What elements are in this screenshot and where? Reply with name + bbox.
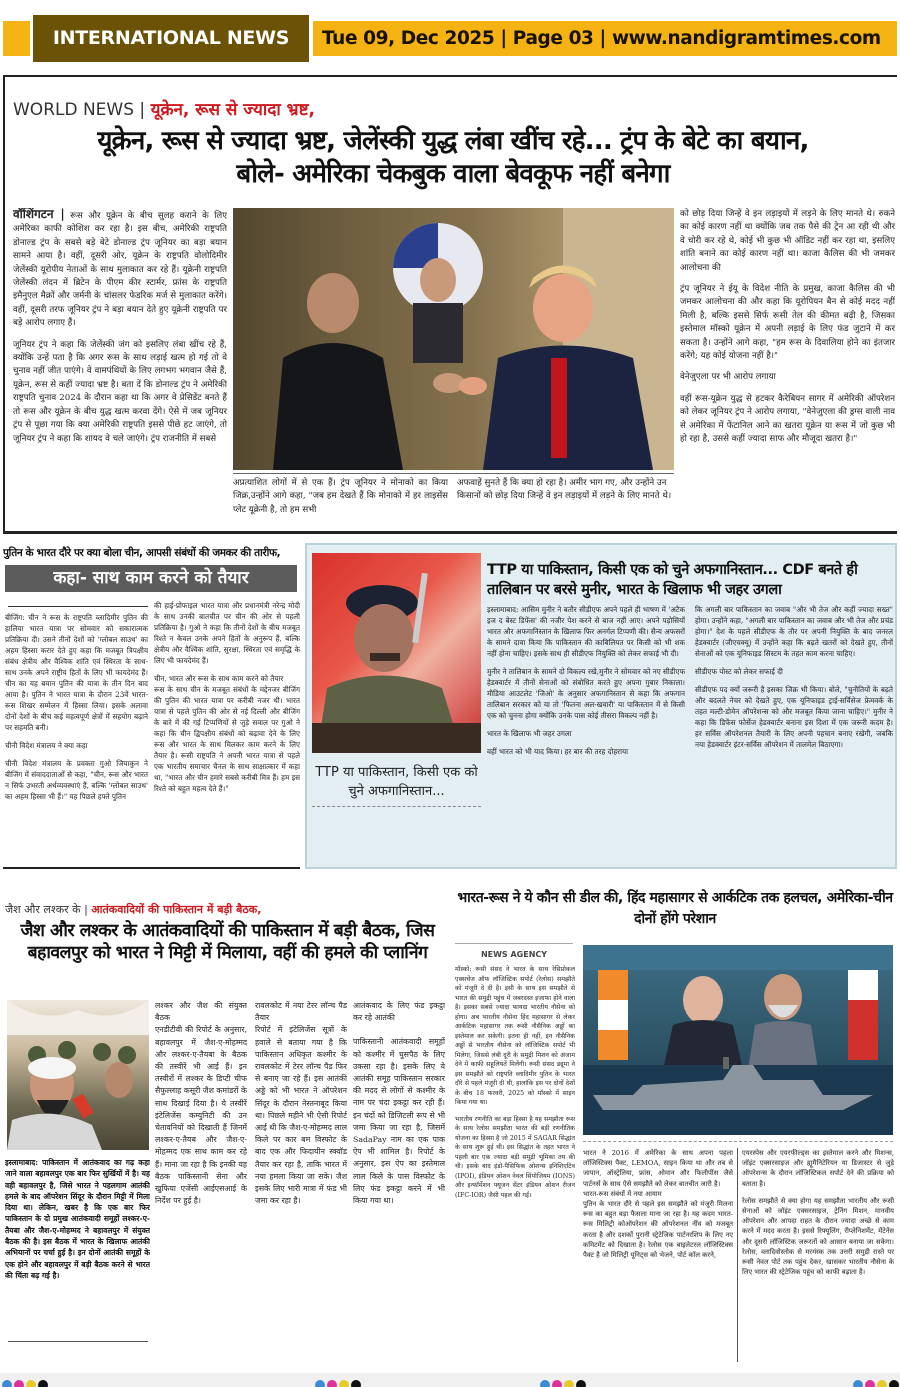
- munir-col2-subhead: सीडीएफ पोस्ट को लेकर सफाई दी: [695, 667, 783, 676]
- black-dot-icon: [576, 1380, 586, 1387]
- kicker-red: यूक्रेन, रूस से ज्यादा भ्रष्ट,: [150, 100, 316, 120]
- jaish-col2-subhead: रावलकोट में नया टेरर लॉन्च पैड तैयार: [255, 1001, 347, 1023]
- munir-col1-p1: इस्लामाबाद: आसिम मुनीर ने बतौर सीडीएफ अपने पहले ही भाषण में 'अटैक इज द बेस्ट डिफेंस' की नजीर पेश करने से बाज नहीं आए। अपने पड़ोसियों भारत और अफगानिस्तान के खिलाफ फिर अनर्गल टिप्पणी की। सैन्य अफसरों के सामने दावा किया कि पाकिस्तान की काबिलियत पर किसी को भी शक नहीं होना चाहिए। इसके साथ ही सीडीएफ नियुक्ति को लेकर सफाई भी दी।: [487, 605, 685, 658]
- jaish-headline: जैश और लश्कर के आतंकवादियों की पाकिस्तान में बड़ी बैठक, जिस बहावलपुर को भारत ने मिट्टी में मिलाया, वहीं की हमले की प्लानिंग: [20, 921, 435, 963]
- china-col2-p1: की हाई-प्रोफाइल भारत यात्रा और प्रधानमंत्री नरेन्द्र मोदी के साथ उनकी बातचीत पर चीन की ओर से पहली प्रतिक्रिया है। गुओ ने कहा कि तीनों देशों के बीच मजबूत रिश्ते न केवल उनके अपने हितों के अनुरूप हैं, बल्कि क्षेत्रीय और वैश्विक शांति, सुरक्षा, स्थिरता एवं समृद्धि के लिए भी फायदेमंद हैं।: [154, 601, 300, 665]
- jaish-kicker-label: जैश और लश्कर के |: [5, 903, 88, 916]
- magenta-dot-icon: [327, 1380, 337, 1387]
- news-agency-label: NEWS AGENCY: [480, 950, 548, 959]
- china-rule: [8, 606, 148, 607]
- jaish-col2-p: रिपोर्ट में इंटेलिजेंस सूत्रों के हवाले से बताया गया है कि पाकिस्तान अधिकृत कश्मीर के रावलकोट में टेरर लॉन्च पैड फिर से बनाए जा रहे हैं। इस आतंकी अड्डे को भी भारत ने ऑपरेशन सिंदूर के दौरान नेस्तनाबूद किया था। पिछले महीने भी ऐसी रिपोर्ट आई थी कि जैश-ए-मोहम्मद लाल किले पर कार बम विस्फोट के बाद एक और फिदायीन स्क्वॉड तैयार कर रहा है, ताकि भारत में नया हमला किया जा सके। जैश इसके लिए भारी मात्रा में फंड भी जमा कर रहा है।: [255, 1025, 347, 1206]
- russia-col1-p2: भारतीय रणनीति का बड़ा हिस्सा है यह समझौता रूस के साथ रेलोस समझौता भारत की बड़ी रणनीतिक योजना का हिस्सा है जो 2015 में SAGAR सिद्धांत के साथ शुरू हुई थी। इस सिद्धांत के तहत भारत ने पहली बार एक ज्यादा बड़ी समुद्री भूमिका तय की थी। इसके बाद इंडो-पैसिफिक ओशन्स इनिशिएटिव (IPOI), इंडियन ओशन नेवल सिंपोजियम (IONS) और इन्फॉर्मेशन फ्यूजन सेंटर इंडियन ओशन रीजन (IFC-IOR) जैसी पहल की गईं।: [455, 1115, 575, 1199]
- china-column-2: [154, 600, 300, 862]
- munir-col2-p2: सीडीएफ पद क्यों जरूरी है इसका जिक्र भी किया। बोले, "चुनौतियों के बढ़ते और बदलते नेचर को देखते हुए, एक यूनिफाइड ट्राई-सर्विसेज फ्रेमवर्क के तहत मल्टी-डोमेन ऑपरेशन्स को और मजबूत किया जाना चाहिए।" मुनीर ने कहा कि डिफेंस फोर्सेज हेडक्वार्टर बनाना इस दिशा में एक जरूरी कदम है। हर सर्विस ऑपरेशनल तैयारी के लिए अपनी पहचान बनाए रखेगी, जबकि नया हेडक्वार्टर इंटर-सर्विस ऑपरेशन में तालमेल बिठाएगा।: [695, 685, 893, 749]
- magenta-dot-icon: [865, 1380, 875, 1387]
- caption-dashed-rule: [312, 806, 481, 807]
- under-photo-rule: [233, 473, 674, 474]
- cyan-dot-icon: [315, 1380, 325, 1387]
- china-col1-p2: चीनी विदेश मंत्रालय के प्रवक्ता गुओ जियाकुन ने बीजिंग में संवाददाताओं से कहा, "चीन, रूस और भारत न सिर्फ उभरती अर्थव्यवस्थाएं हैं, बल्कि 'ग्लोबल साउथ' का अहम हिस्सा भी हैं।" यह पिछले हफ्ते पुतिन: [5, 759, 148, 801]
- lead-col1-p2: जूनियर ट्रंप ने कहा कि जेलेंस्की जंग को इसलिए लंबा खींच रहे हैं, क्योंकि उन्हें पता है कि अगर रूस के साथ लड़ाई खत्म हो गई तो वे चुनाव नहीं जीत पाएंगे। वे वामपंथियों के लिए लगभग भगवान जैसे हैं, यूक्रेन, रूस से कहीं ज्यादा भ्रष्ट है। बता दें कि डोनाल्ड ट्रंप ने अमेरिकी राष्ट्रपति चुनाव 2024 के दौरान कहा था कि अगर वे प्रेसिडेंट बनते हैं तो रूस और यूक्रेन के बीच युद्ध खत्म करवा देंगे। ऐसे में जब जूनियर ट्रंप से पूछा गया कि क्या अमेरिकी राष्ट्रपति इससे पीछे हट जाएंगे, तो जूनियर ट्रंप ने कहा कि शायद वे चले जाएंगे। ट्रंप राजनीति में सबसे: [13, 339, 227, 444]
- lead-col3-p3: वहीं रूस-यूक्रेन युद्ध से हटकर कैरेबियन सागर में अमेरिकी ऑपरेशन को लेकर जूनियर ट्रंप ने आरोप लगाया, "वेनेजुएला की ड्रग्स वाली नाव से अमेरिका में फेंटानिल आने का खतरा यूक्रेन या रूस में जो कुछ भी हो रहा है, उससे कहीं ज्यादा साफ और मौजूदा खतरा है।": [680, 393, 895, 445]
- lead-column-3: [680, 208, 895, 530]
- russia-column-3: [742, 1148, 894, 1363]
- russia-col2-p1: भारत ने 2016 में अमेरिका के साथ अपना पहला लॉजिस्टिक्स पैक्ट, LEMOA, साइन किया था और तब से जापान, ऑस्ट्रेलिया, फ्रांस, ओमान और फिलीपींस जैसे पार्टनर्स के साथ ऐसे समझौते को लेकर बातचीत जारी है।: [583, 1149, 733, 1188]
- black-dot-icon: [351, 1380, 361, 1387]
- russia-dashed-rule: [583, 1141, 893, 1142]
- section-label: INTERNATIONAL NEWS: [33, 15, 309, 62]
- russia-column-divider: [737, 1148, 738, 1362]
- jaish-col3-subhead: आतंकवाद के लिए फंड इकट्ठा कर रहे आतंकी: [353, 1001, 445, 1023]
- russia-col1-p1: मॉस्को: रूसी संसद ने भारत के साथ रेसिप्रोकल एक्सचेंज ऑफ लॉजिस्टिक सपोर्ट (रेलोस) समझौते को मंजूरी दे दी है। इसी के साथ इस समझौते से भारत की समुद्री पहुंच में जबरदस्त इजाफा होने वाला है। इसका सबसे ज्यादा फायदा भारतीय नौसेना को होगा। अब भारतीय नौसेना हिंद महासागर से लेकर आर्कटिक महासागर तक रूसी नौसैनिक अड्डों का इस्तेमाल कर सकेगी। इतना ही नहीं, इन नौसैनिक अड्डों से भारतीय नौसेना को लॉजिस्टिक सपोर्ट भी मिलेगा, जिससे लंबी दूरी के समुद्री मिशन को अंजाम देने में काफी सहूलियतें मिलेंगी। रूसी संसद ड्यूमा ने इस समझौते को राष्ट्रपति व्लादिमीर पुतिन के भारत दौरे से पहले मंजूरी दी थी, हालांकि इस पर दोनों देशों के बीच 18 फरवरी, 2025 को मॉस्को में साइन किया गया था।: [455, 966, 575, 1106]
- zelensky-trump-photo: [233, 208, 674, 470]
- cyan-dot-icon: [853, 1380, 863, 1387]
- munir-photo: [312, 553, 481, 753]
- jaish-kicker-red: आतंकवादियों की पाकिस्तान में बड़ी बैठक,: [91, 903, 262, 916]
- lead-under-photo-right: अफवाहें सुनते हैं कि क्या हो रहा है। अमीर भाग गए, और उन्होंने उन किसानों को छोड़ दिया जिन्हें वे इन लड़ाइयों में लड़ने के लिए मानते थे।: [457, 478, 672, 502]
- munir-col1-p3: वहीं भारत को भी याद किया। हर बार की तरह दोहराया: [487, 747, 628, 756]
- munir-column-1: [487, 604, 685, 864]
- russia-headline: भारत-रूस ने ये कौन सी डील की, हिंद महासागर से आर्कटिक तक हलचल, अमेरिका-चीन दोनों होंगे परेशान: [457, 890, 893, 927]
- header-gold-bar-left: [3, 21, 30, 56]
- headline-line-2: बोले- अमेरिका चेकबुक वाला बेवकूफ नहीं बनेगा: [236, 159, 670, 189]
- jaish-col1-p: एनडीटीवी की रिपोर्ट के अनुसार, बहावलपुर में जैश-ए-मोहम्मद और लश्कर-ए-तैयबा के बैठक की तस्वीरें भी आई हैं। इन तस्वीरों में लश्कर के डिप्टी चीफ सैफुल्लाह कसूरी जैश कमांडरों के साथ दिखाई दिया है। ये तस्वीरें इंटेलिजेंस कम्युनिटी की उन चेतावनियों को दिखाती हैं जिनमें लश्कर-ए-तैयब और जैश-ए-मोहम्मद एक साथ काम कर रहे हैं। माना जा रहा है कि इनकी यह बैठक पाकिस्तानी सेना और खुफिया एजेंसी आईएसआई के निर्देश पर हुई है।: [155, 1025, 247, 1206]
- kicker-label: WORLD NEWS |: [13, 100, 146, 120]
- china-kicker: पुतिन के भारत दौरे पर क्या बोला चीन, आपसी संबंधों की जमकर की तारीफ,: [3, 547, 281, 559]
- magenta-dot-icon: [552, 1380, 562, 1387]
- munir-photo-caption: TTP या पाकिस्तान, किसी एक को चुने अफगानिस्तान...: [315, 765, 478, 799]
- photo-illustration: [7, 1000, 149, 1150]
- russia-column-2: [583, 1148, 733, 1363]
- headline-line-1: यूक्रेन, रूस से ज्यादा भ्रष्ट, जेलेंस्की युद्ध लंबा खींच रहे... ट्रंप के बेटे का बयान,: [97, 126, 809, 156]
- china-col2-subhead: चीन, भारत और रूस के साथ काम करने को तैयार: [154, 674, 284, 683]
- lead-column-1: [13, 208, 227, 530]
- china-col1-subhead: चीनी विदेश मंत्रालय ने क्या कहा: [5, 741, 88, 750]
- china-col1-p1: बीजिंग: चीन ने रूस के राष्ट्रपति व्लादिमीर पुतिन की हालिया भारत यात्रा पर सोमवार को सकारात्मक प्रतिक्रिया दी। उसने तीनों देशों को 'ग्लोबल साउथ' का अहम हिस्सा करार देते हुए कहा कि मजबूत त्रिपक्षीय संबंध क्षेत्रीय और वैश्विक शांति एवं स्थिरता के साथ-साथ उनके अपने राष्ट्रीय हितों के लिए भी फायदेमंद हैं। चीन का यह बयान पुतिन की यात्रा के तीन दिन बाद आया है। पुतिन ने भारत यात्रा के दौरान 23वें भारत-रूस शिखर सम्मेलन में हिस्सा लिया। इसके अलावा दोनों देशों के बीच कई महत्वपूर्ण क्षेत्रों में सहयोग बढ़ाने पर सहमति बनी।: [5, 613, 148, 732]
- yellow-dot-icon: [564, 1380, 574, 1387]
- munir-col1-subhead: भारत के खिलाफ भी जहर उगला: [487, 729, 572, 738]
- jaish-intro-rule: [8, 1341, 148, 1342]
- registration-dots-1: [2, 1375, 50, 1387]
- munir-column-2: [695, 604, 893, 864]
- putin-modi-photo: [583, 945, 893, 1135]
- lead-story: [3, 75, 897, 534]
- photo-illustration: [233, 208, 674, 470]
- registration-dots-3: [540, 1375, 588, 1387]
- jaish-kicker: [5, 902, 261, 917]
- munir-col2-p1: कि अगली बार पाकिस्तान का जवाब "और भी तेज और कहीं ज्यादा सख्त" होगा। उन्होंने कहा, "अगली बार पाकिस्तान का जवाब और भी तेज और प्रचंड होगा।" देश के पहले सीडीएफ के तौर पर अपनी नियुक्ति के बाद जनरल हेडक्वार्टर (जीएचक्यू) में उन्होंने कहा कि बढ़ते खतरों को देखते हुए, तीनों सेनाओं को एक यूनिफाइड सिस्टम के तहत काम करना चाहिए।: [695, 605, 893, 658]
- china-banner: कहा- साथ काम करने को तैयार: [5, 565, 297, 592]
- black-dot-icon: [889, 1380, 899, 1387]
- yellow-dot-icon: [26, 1380, 36, 1387]
- jaish-column-1: [155, 1000, 247, 1362]
- jaish-column-3: [353, 1000, 445, 1362]
- cyan-dot-icon: [540, 1380, 550, 1387]
- magenta-dot-icon: [14, 1380, 24, 1387]
- lead-col1-p1: रूस और यूक्रेन के बीच सुलह कराने के लिए अमेरिका काफी कोशिश कर रहा है। इस बीच, अमेरिकी राष्ट्रपति डोनाल्ड ट्रंप के सबसे बड़े बेटे डोनाल्ड ट्रंप जूनियर का बड़ा बयान सामने आया है। वहीं, दूसरी ओर, यूक्रेन के राष्ट्रपति वोलोदिमीर जेलेंस्की यूरोपीय नेताओं के साथ मुलाकात कर रहे हैं। यूक्रेनी राष्ट्रपति जेलेंस्की लंदन में ब्रिटेन के पीएम कीर स्टार्मर, फ्रांस के राष्ट्रपति इमैनुएल मैक्रों और जर्मनी के चांसलर फेडरिक मर्ज से मुलाकात करेंगे। वहीं, दूसरी तरफ जूनियर ट्रंप ने बड़ा बयान देते हुए यूक्रेनी राष्ट्रपति पर बड़े आरोप लगाए हैं।: [13, 211, 227, 329]
- photo-illustration: [312, 553, 481, 753]
- russia-col2-p2: पुतिन के भारत दौरे से पहले इस समझौते को मंजूरी मिलना रूस का बहुत बड़ा फैसला माना जा रहा है। यह कदम भारत-रूस मिलिट्री कोऑपरेशन की ऑपरेशनल नींव को मजबूत करता है और दशकों पुरानी स्ट्रेटेजिक पार्टनरशिप के लिए नए कमिटमेंट को दिखाता है। रेलोस एक बाइलेटरल लॉजिस्टिक्स पैक्ट है जो मिलिट्री यूनिट्स को भेजने, पोर्ट कॉल करने,: [583, 1200, 733, 1260]
- jaish-intro: इस्लामाबाद: पाकिस्तान में आतंकवाद का गढ़ कहा जाने वाला बहावलपुर एक बार फिर सुर्खियों में है। यह वही बहावलपुर है, जिसे भारत ने पहलगाम आतंकी हमले के बाद ऑपरेशन सिंदूर के दौरान मिट्टी में मिला दिया था। लेकिन, खबर है कि एक बार फिर पाकिस्तान के दो प्रमुख आतंकवादी समूहों लश्कर-ए-तैयबा और जैश-ए-मोहम्मद ने बहावलपुर में संयुक्त बैठक की है। इस बैठक में भारत के खिलाफ आतंकी अभियानों पर चर्चा हुई है। इन दोनों आतंकी समूहों के एक होने और बहावलपुर में बड़ी बैठक करने से भारत की चिंता बढ़ गई है।: [5, 1158, 150, 1280]
- registration-dots-4: [853, 1375, 899, 1387]
- lead-kicker: [13, 97, 315, 120]
- russia-col2-subhead: भारत-रूस संबंधों में नया आयाम: [583, 1189, 662, 1198]
- jaish-col3-p: पाकिस्तानी आतंकवादी समूहों को कश्मीर में घुसपैठ के लिए उकसा रहा है। इसके लिए ये आतंकी समूह पाकिस्तान सरकार की मदद से लोगों से कश्मीर के नाम पर चंदा इकट्ठा कर रही हैं। इन चंदों को डिजिटली रूप से भी जमा किया जा रहा है, जिसमें SadaPay नाम का एक पाक ऐप भी शामिल है। रिपोर्ट के अनुसार, इस ऐप का इस्तेमाल लाल किले के पास विस्फोट के लिए फंड इकट्ठा करने में भी किया गया था।: [353, 1037, 445, 1206]
- russia-column-1: [455, 965, 575, 1365]
- lead-headline: [9, 125, 897, 191]
- yellow-dot-icon: [877, 1380, 887, 1387]
- lead-col3-subhead: वेनेजुएला पर भी आरोप लगाया: [680, 372, 776, 383]
- yellow-dot-icon: [339, 1380, 349, 1387]
- china-bottom-rule: [3, 867, 300, 869]
- jaish-column-2: [255, 1000, 347, 1362]
- cyan-dot-icon: [2, 1380, 12, 1387]
- munir-headline: TTP या पाकिस्तान, किसी एक को चुने अफगानिस्तान... CDF बनते ही तालिबान पर बरसे मुनीर, भारत के खिलाफ भी जहर उगला: [487, 562, 858, 598]
- bahawalpur-photo: [7, 1000, 149, 1150]
- russia-col3-p1: एयरस्पेस और एयरफील्ड्स का इस्तेमाल करने और मिशन्स, जॉइंट एक्सरसाइज और ह्यूमैनिटेरियन या डिजास्टर से जुड़े ऑपरेशन्स के दौरान लॉजिस्टिकल सपोर्ट देने की प्रक्रिया को बताता है।: [742, 1149, 894, 1188]
- china-col2-p2: रूस के साथ चीन के मजबूत संबंधों के मद्देनजर बीजिंग की पुतिन की भारत यात्रा पर करीबी नजर थी। भारत यात्रा से पहले पुतिन की ओर से नई दिल्ली और बीजिंग के बारे में की गई टिप्पणियों से जुड़े सवाल पर गुओ ने कहा कि चीन द्विपक्षीय संबंधों को बढ़ावा देने के लिए रूस और भारत के साथ मिलकर काम करने के लिए तैयार है। रूसी राष्ट्रपति ने अपनी भारत यात्रा से पहले एक भारतीय समाचार चैनल के साथ साक्षात्कार में कहा था, "भारत और चीन हमारे सबसे करीबी मित्र हैं। हम इस रिश्ते को बहुत महत्व देते हैं।": [154, 685, 300, 793]
- russia-col3-p2: रेलोस समझौते से क्या होगा यह समझौता भारतीय और रूसी सेनाओं को जॉइंट एक्सरसाइज, ट्रेनिंग मिशन, मानवीय ऑपरेशन और आपदा राहत के दौरान ज्यादा अच्छे से काम करने में मदद करता है। इससे रिफ्यूलिंग, रीप्लेनिशमेंट, मेंटेनेंस और दूसरी लॉजिस्टिक जरूरतों को आसान बनाया जा सकेगा। रेलोस, व्लादिवोस्तोक से मरमंस्क तक उत्तरी समुद्री रास्ते पर रूसी नेवल पोर्ट तक पहुंच देकर, खासकर भारतीय नौसेना के लिए भारत की स्ट्रेटेजिक पहुंच को काफी बढ़ाता है।: [742, 1196, 894, 1277]
- agency-rule: [455, 943, 573, 944]
- munir-col1-p2: मुनीर ने तालिबान के सामने दो विकल्प रखे,मुनीर ने सोमवार को नए सीडीएफ हेडक्वार्टर में तीनों सेनाओं को संबोधित करते हुए अपना गुबार निकाला। मीडिया आउटलेट 'जिओ' के अनुसार अफगानिस्तान से कहा कि अफगान तालिबान सरकार को या तो 'फितना अल-खवारी' या पाकिस्तान में से किसी एक को चुनना होगा क्योंकि उनके पास कोई तीसरा विकल्प नहीं है।: [487, 667, 685, 720]
- lead-col3-p1: को छोड़ दिया जिन्हें वे इन लड़ाइयों में लड़ने के लिए मानते थे। रुकने का कोई कारण नहीं था क्योंकि जब तक पैसे की ट्रेन आ रही थी और वे चोरी कर रहे थे, कोई भी कुछ भी ऑडिट नहीं कर रहा था, इसलिए शांति बनाने का कोई कारण नहीं था। काजा कैलिस की भी जमकर आलोचना की: [680, 209, 895, 273]
- black-dot-icon: [38, 1380, 48, 1387]
- jaish-col1-subhead: लश्कर और जैश की संयुक्त बैठक: [155, 1001, 247, 1023]
- lead-col3-p2: ट्रंप जूनियर ने ईयू के विदेश नीति के प्रमुख, काजा कैलिस की भी जमकर आलोचना की और कहा कि यूरोपियन बैन से कोई मदद नहीं मिली है, बल्कि इससे सिर्फ रूसी तेल की कीमत बढ़ी है, जिसका इस्तेमाल मॉस्को यूक्रेन में अपनी लड़ाई के लिए फंड जुटाने में कर सकता है। उन्होंने आगे कहा, "हम रूस के दिवालिया होने का इंतजार करेंगे; यह कोई योजना नहीं है।": [680, 284, 895, 362]
- lead-under-photo-left: अप्रत्याशित लोगों में से एक हैं। ट्रंप जूनियर ने मोनाको का किया जिक्र,उन्होंने आगे कहा, "जब हम देखते हैं कि मोनाको में हर लाइसेंस प्लेट यूक्रेनी है, तो हम सभी: [233, 478, 448, 515]
- photo-illustration: [583, 945, 893, 1135]
- registration-dots-2: [315, 1375, 363, 1387]
- dateline-bar: Tue 09, Dec 2025 | Page 03 | www.nandigramtimes.com: [313, 21, 897, 56]
- munir-story: [305, 543, 897, 869]
- china-column-1: [5, 612, 148, 862]
- lead-dateline-city: वॉशिंगटन |: [13, 208, 65, 221]
- footer-strip: [0, 1373, 900, 1387]
